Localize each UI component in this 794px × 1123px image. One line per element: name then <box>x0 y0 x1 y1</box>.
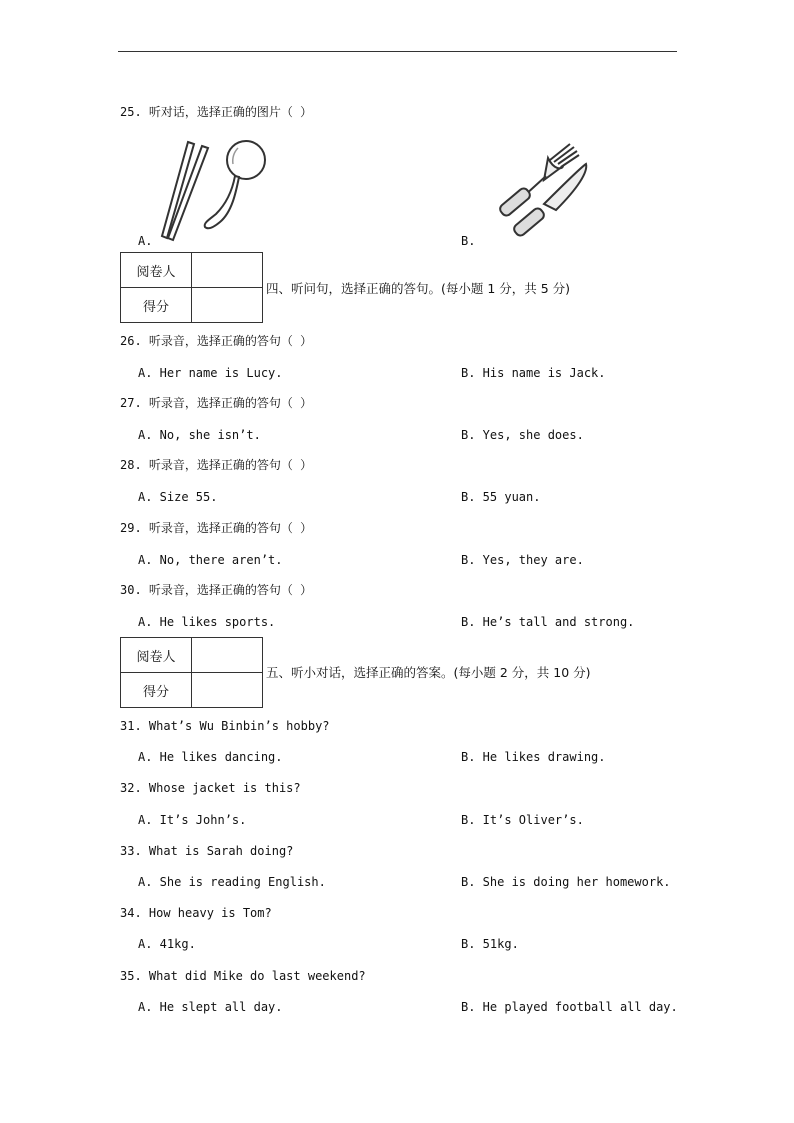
q34-stem: 34. How heavy is Tom? <box>120 906 272 920</box>
q25-stem: 25. 听对话，选择正确的图片（ ） <box>120 105 313 119</box>
q31-option-a[interactable]: A. He likes dancing. <box>138 750 283 764</box>
reviewer-cell[interactable] <box>192 253 263 288</box>
q26-stem: 26. 听录音，选择正确的答句（ ） <box>120 334 313 348</box>
q34-option-a[interactable]: A. 41kg. <box>138 937 196 951</box>
q28-option-a[interactable]: A. Size 55. <box>138 490 218 504</box>
q32-option-b[interactable]: B. It’s Oliver’s. <box>461 813 584 827</box>
q32-option-a[interactable]: A. It’s John’s. <box>138 813 247 827</box>
q25-option-a[interactable]: A. <box>138 234 153 248</box>
q34-option-b[interactable]: B. 51kg. <box>461 937 519 951</box>
chopsticks-spoon-image <box>156 134 272 242</box>
q28-stem: 28. 听录音，选择正确的答句（ ） <box>120 458 313 472</box>
q28-option-b[interactable]: B. 55 yuan. <box>461 490 541 504</box>
reviewer-label: 阅卷人 <box>121 638 192 673</box>
section4-heading: 四、听问句，选择正确的答句。(每小题 1 分，共 5 分) <box>266 281 571 296</box>
q35-option-b[interactable]: B. He played football all day. <box>461 1000 678 1014</box>
score-label: 得分 <box>121 288 192 323</box>
q29-option-b[interactable]: B. Yes, they are. <box>461 553 584 567</box>
score-cell[interactable] <box>192 288 263 323</box>
q25-option-b[interactable]: B. <box>461 234 476 248</box>
q29-option-a[interactable]: A. No, there aren’t. <box>138 553 283 567</box>
q30-option-b[interactable]: B. He’s tall and strong. <box>461 615 635 629</box>
q35-stem: 35. What did Mike do last weekend? <box>120 969 366 983</box>
q35-option-a[interactable]: A. He slept all day. <box>138 1000 283 1014</box>
q27-option-b[interactable]: B. Yes, she does. <box>461 428 584 442</box>
q27-option-a[interactable]: A. No, she isn’t. <box>138 428 261 442</box>
q33-stem: 33. What is Sarah doing? <box>120 844 294 858</box>
q31-option-b[interactable]: B. He likes drawing. <box>461 750 606 764</box>
reviewer-cell[interactable] <box>192 638 263 673</box>
q30-stem: 30. 听录音，选择正确的答句（ ） <box>120 583 313 597</box>
reviewer-label: 阅卷人 <box>121 253 192 288</box>
score-cell[interactable] <box>192 673 263 708</box>
q33-option-b[interactable]: B. She is doing her homework. <box>461 875 671 889</box>
score-box-section4 <box>120 252 263 323</box>
q30-option-a[interactable]: A. He likes sports. <box>138 615 276 629</box>
q31-stem: 31. What’s Wu Binbin’s hobby? <box>120 719 330 733</box>
score-box-section5 <box>120 637 263 708</box>
q32-stem: 32. Whose jacket is this? <box>120 781 301 795</box>
q33-option-a[interactable]: A. She is reading English. <box>138 875 326 889</box>
score-label: 得分 <box>121 673 192 708</box>
header-rule <box>118 51 677 52</box>
q26-option-b[interactable]: B. His name is Jack. <box>461 366 606 380</box>
q26-option-a[interactable]: A. Her name is Lucy. <box>138 366 283 380</box>
q27-stem: 27. 听录音，选择正确的答句（ ） <box>120 396 313 410</box>
section5-heading: 五、听小对话，选择正确的答案。(每小题 2 分，共 10 分) <box>266 665 591 680</box>
fork-knife-image <box>484 138 594 242</box>
q29-stem: 29. 听录音，选择正确的答句（ ） <box>120 521 313 535</box>
